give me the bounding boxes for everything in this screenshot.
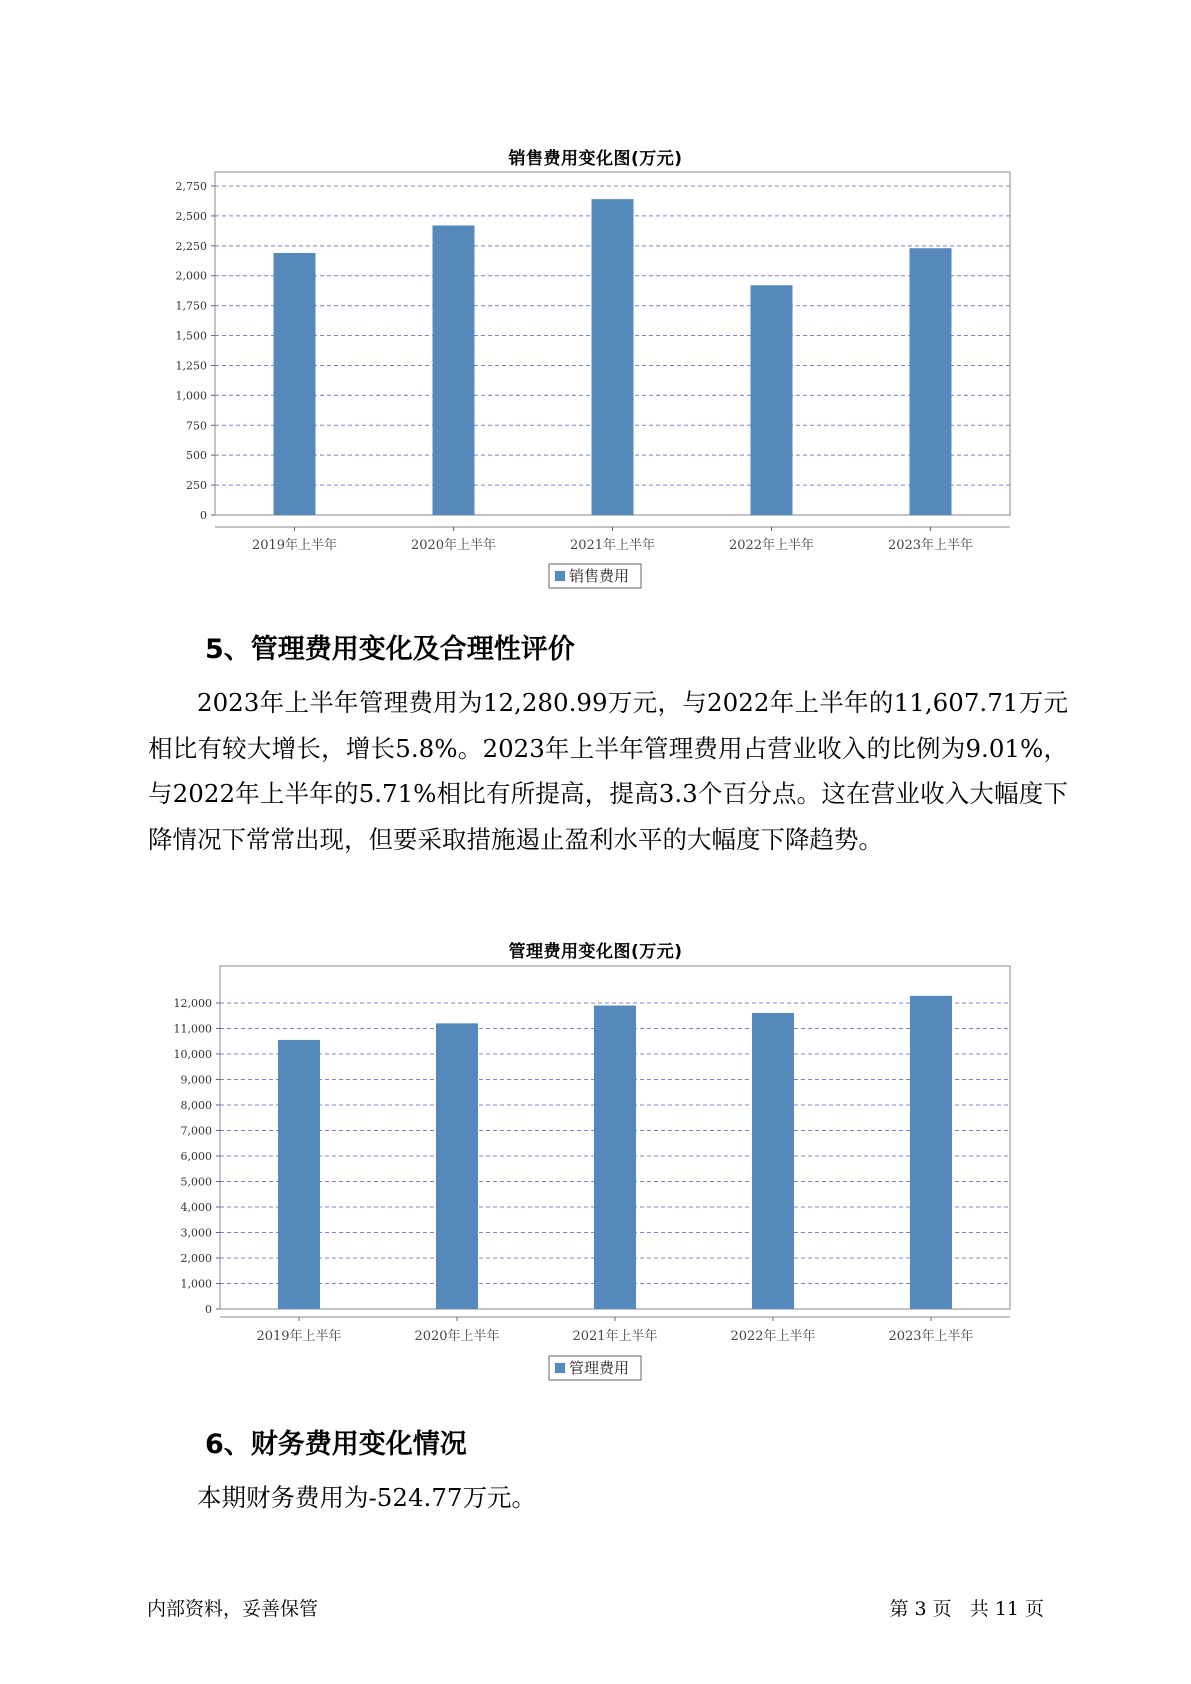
- x-tick-label: 2022年上半年: [728, 538, 815, 553]
- y-tick-label: 2,250: [175, 239, 207, 253]
- x-tick-label: 2020年上半年: [410, 538, 497, 553]
- y-tick-label: 10,000: [173, 1047, 212, 1061]
- y-tick-label: 750: [186, 419, 207, 433]
- section-5-paragraph: 2023年上半年管理费用为12,280.99万元，与2022年上半年的11,607.71万元相比有较大增长，增长5.8%。2023年上半年管理费用占营业收入的比例为9.01%，与2022年上半年的5.71%相比有所提高，提高3.3个百分点。这在营业收入大幅度下降情况下常常出现，但要采取措施遏止盈利水平的大幅度下降趋势。: [148, 688, 1068, 854]
- section-6-paragraph: 本期财务费用为-524.77万元。: [197, 1483, 537, 1512]
- x-tick-label: 2019年上半年: [256, 1329, 342, 1344]
- y-tick-label: 1,750: [175, 299, 207, 313]
- bar: [752, 1013, 794, 1309]
- chart-legend: [549, 564, 641, 588]
- legend-swatch: [555, 1363, 565, 1373]
- y-tick-label: 2,500: [175, 209, 207, 223]
- x-tick-label: 2022年上半年: [730, 1329, 816, 1344]
- x-tick-label: 2019年上半年: [251, 538, 338, 553]
- y-tick-label: 11,000: [173, 1022, 212, 1036]
- legend-label: 管理费用: [569, 1359, 630, 1377]
- bar: [274, 253, 316, 515]
- y-tick-label: 4,000: [180, 1200, 212, 1214]
- bar: [436, 1023, 478, 1309]
- y-tick-label: 12,000: [173, 996, 212, 1010]
- bar: [910, 996, 952, 1309]
- sales-expense-chart: [0, 170, 1191, 590]
- bar: [751, 285, 793, 515]
- bar: [278, 1040, 320, 1309]
- bar: [592, 199, 634, 515]
- y-tick-label: 0: [200, 509, 207, 522]
- y-tick-label: 2,750: [175, 180, 207, 193]
- chart-2-title: 管理费用变化图(万元): [508, 942, 683, 962]
- y-tick-label: 1,250: [175, 359, 207, 373]
- y-tick-label: 6,000: [180, 1149, 212, 1163]
- y-tick-label: 3,000: [180, 1226, 212, 1240]
- footer-page-number: 第 3 页 共 11 页: [889, 1598, 1044, 1620]
- x-tick-label: 2023年上半年: [888, 1329, 974, 1344]
- section-6-heading: 6、财务费用变化情况: [205, 1429, 467, 1460]
- y-tick-label: 0: [205, 1303, 212, 1316]
- y-tick-label: 5,000: [180, 1175, 212, 1189]
- chart-1-title: 销售费用变化图(万元): [508, 149, 683, 169]
- x-tick-label: 2021年上半年: [572, 1329, 658, 1344]
- y-tick-label: 9,000: [180, 1073, 212, 1087]
- bar: [594, 1006, 636, 1309]
- x-tick-label: 2023年上半年: [887, 538, 974, 553]
- y-tick-label: 2,000: [175, 269, 207, 283]
- y-tick-label: 250: [186, 479, 207, 493]
- section-5-heading: 5、管理费用变化及合理性评价: [205, 634, 575, 665]
- y-tick-label: 2,000: [180, 1251, 212, 1265]
- y-tick-label: 8,000: [180, 1098, 212, 1112]
- legend-swatch: [555, 571, 565, 581]
- chart-legend: [549, 1356, 641, 1380]
- legend-label: 销售费用: [569, 567, 630, 585]
- x-tick-label: 2021年上半年: [569, 538, 656, 553]
- bar: [910, 248, 952, 515]
- y-tick-label: 7,000: [180, 1124, 212, 1138]
- footer-confidential: 内部资料，妥善保管: [147, 1598, 319, 1620]
- y-tick-label: 500: [186, 449, 207, 463]
- y-tick-label: 1,000: [180, 1277, 212, 1291]
- x-tick-label: 2020年上半年: [414, 1329, 500, 1344]
- management-expense-chart: [0, 962, 1191, 1382]
- y-tick-label: 1,500: [175, 329, 207, 343]
- bar: [433, 225, 475, 515]
- y-tick-label: 1,000: [175, 389, 207, 403]
